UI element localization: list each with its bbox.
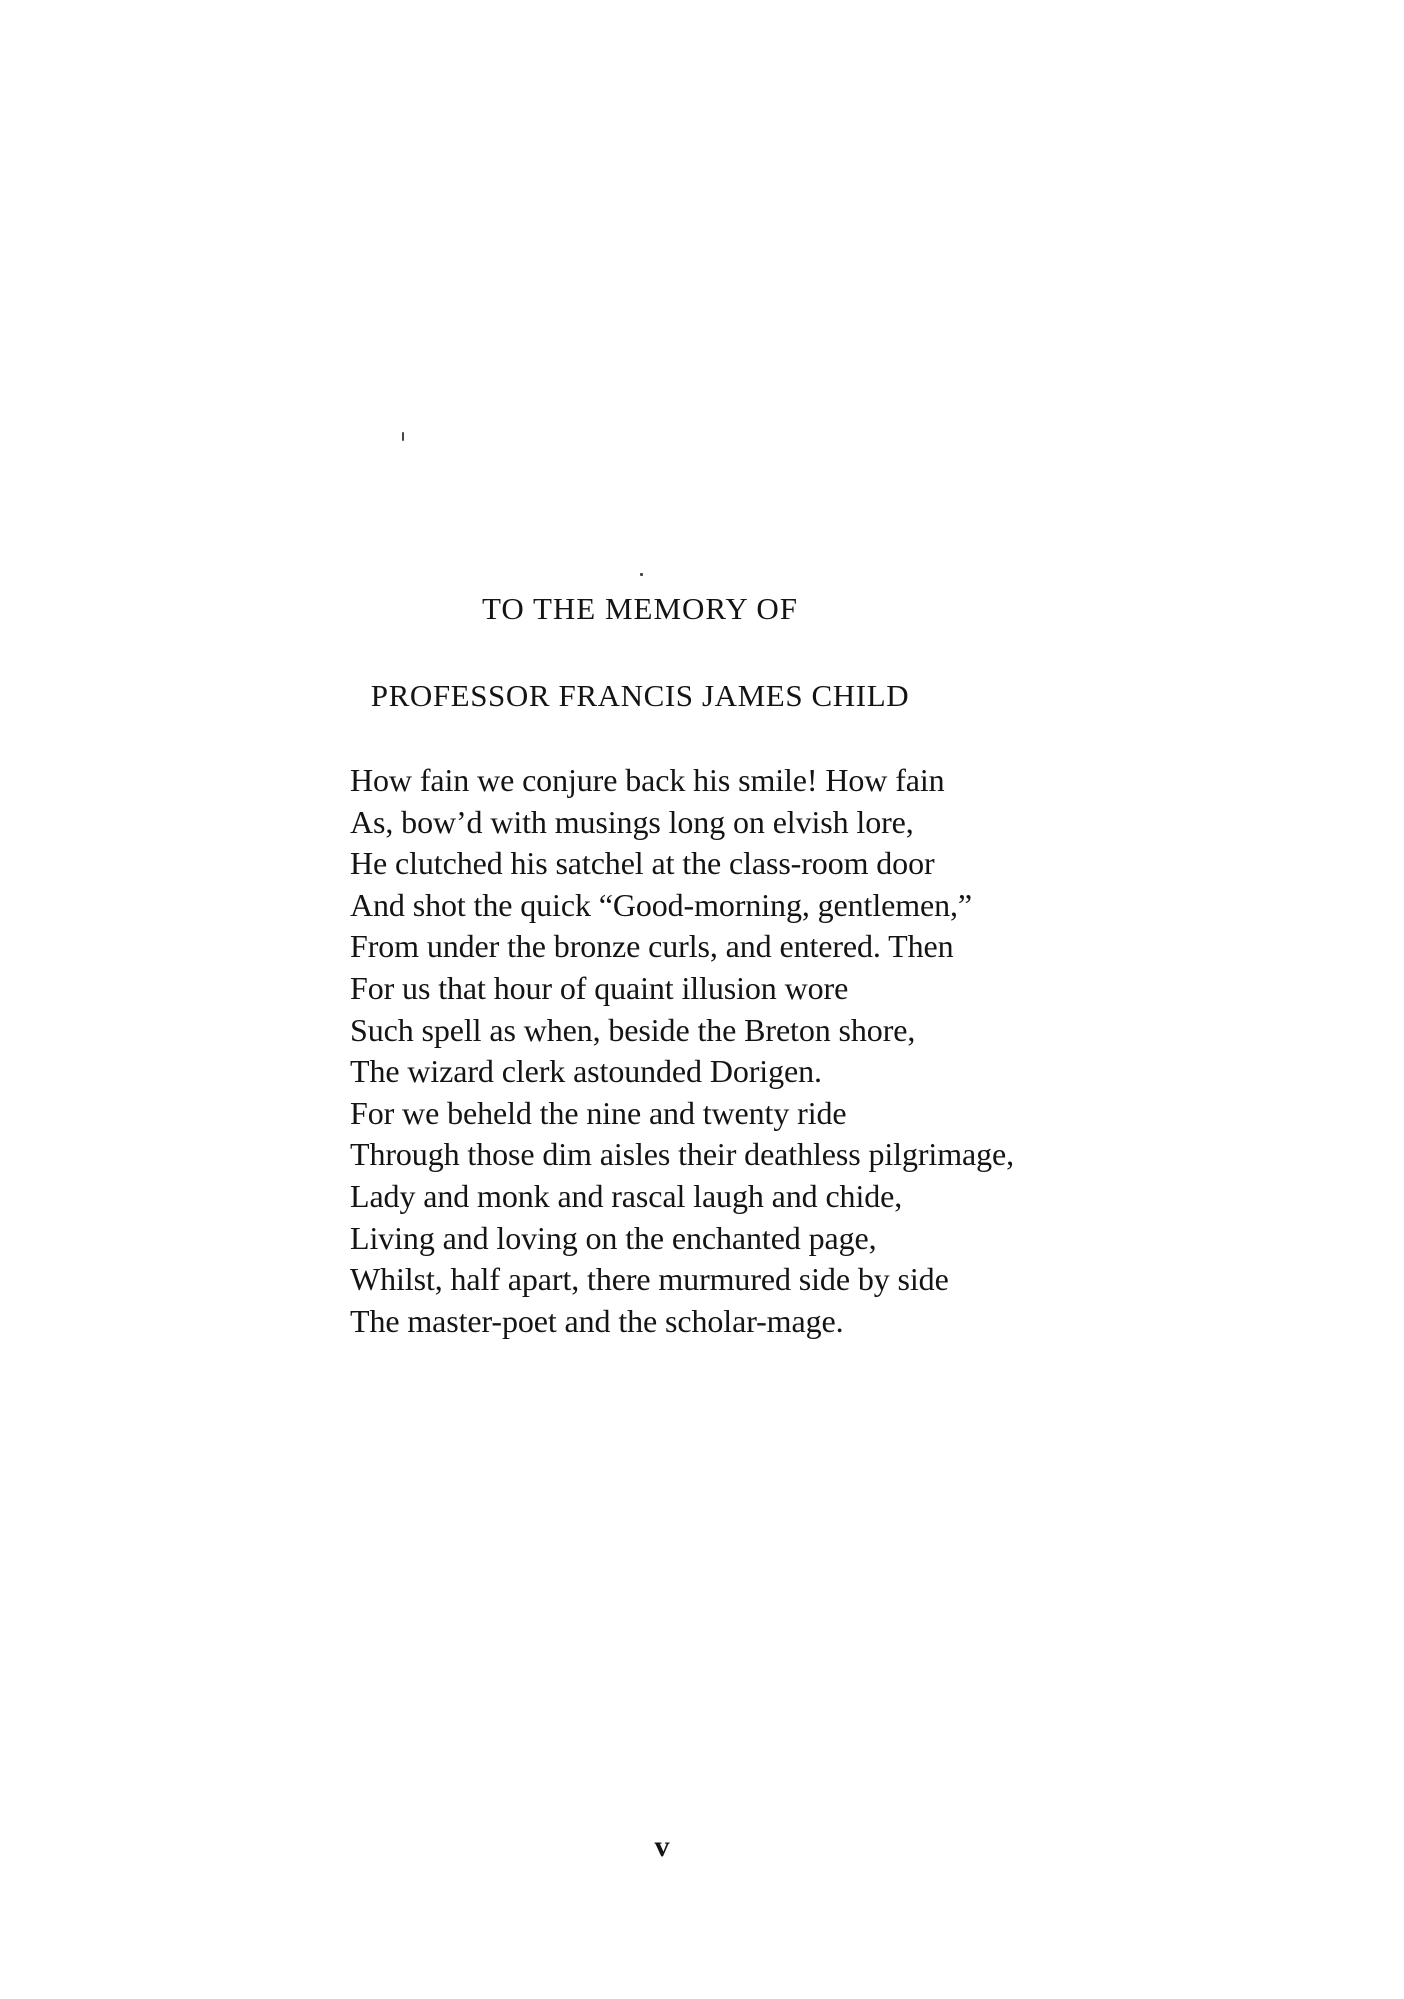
print-speck	[402, 432, 404, 441]
poem-line: And shot the quick “Good-morning, gentlemen,”	[350, 886, 973, 923]
poem-line: How fain we conjure back his smile! How fain	[350, 762, 945, 798]
dedication-heading: TO THE MEMORY OF	[482, 591, 798, 626]
poem-line: The wizard clerk astounded Dorigen.	[350, 1053, 822, 1090]
poem-line: Such spell as when, beside the Breton shore,	[350, 1011, 916, 1048]
poem-line: Lady and monk and rascal laugh and chide,	[350, 1177, 903, 1214]
poem-line: He clutched his satchel at the class-room door	[350, 845, 935, 882]
poem-line: From under the bronze curls, and entered. Then	[350, 928, 954, 965]
dedication-name: PROFESSOR FRANCIS JAMES CHILD	[370, 678, 910, 713]
poem-line: The master-poet and the scholar-mage.	[350, 1302, 844, 1339]
poem-line: Whilst, half apart, there murmured side by side	[350, 1261, 949, 1298]
page-number: v	[654, 1830, 670, 1863]
poem-line: Living and loving on the enchanted page,	[350, 1219, 877, 1256]
poem-line: For we beheld the nine and twenty ride	[350, 1094, 847, 1131]
dedication-poem	[350, 760, 1014, 1342]
print-speck	[640, 573, 643, 576]
poem-line: As, bow’d with musings long on elvish lore,	[350, 803, 914, 840]
poem-line: Through those dim aisles their deathless pilgrimage,	[350, 1136, 1014, 1173]
poem-line: For us that hour of quaint illusion wore	[350, 969, 849, 1006]
